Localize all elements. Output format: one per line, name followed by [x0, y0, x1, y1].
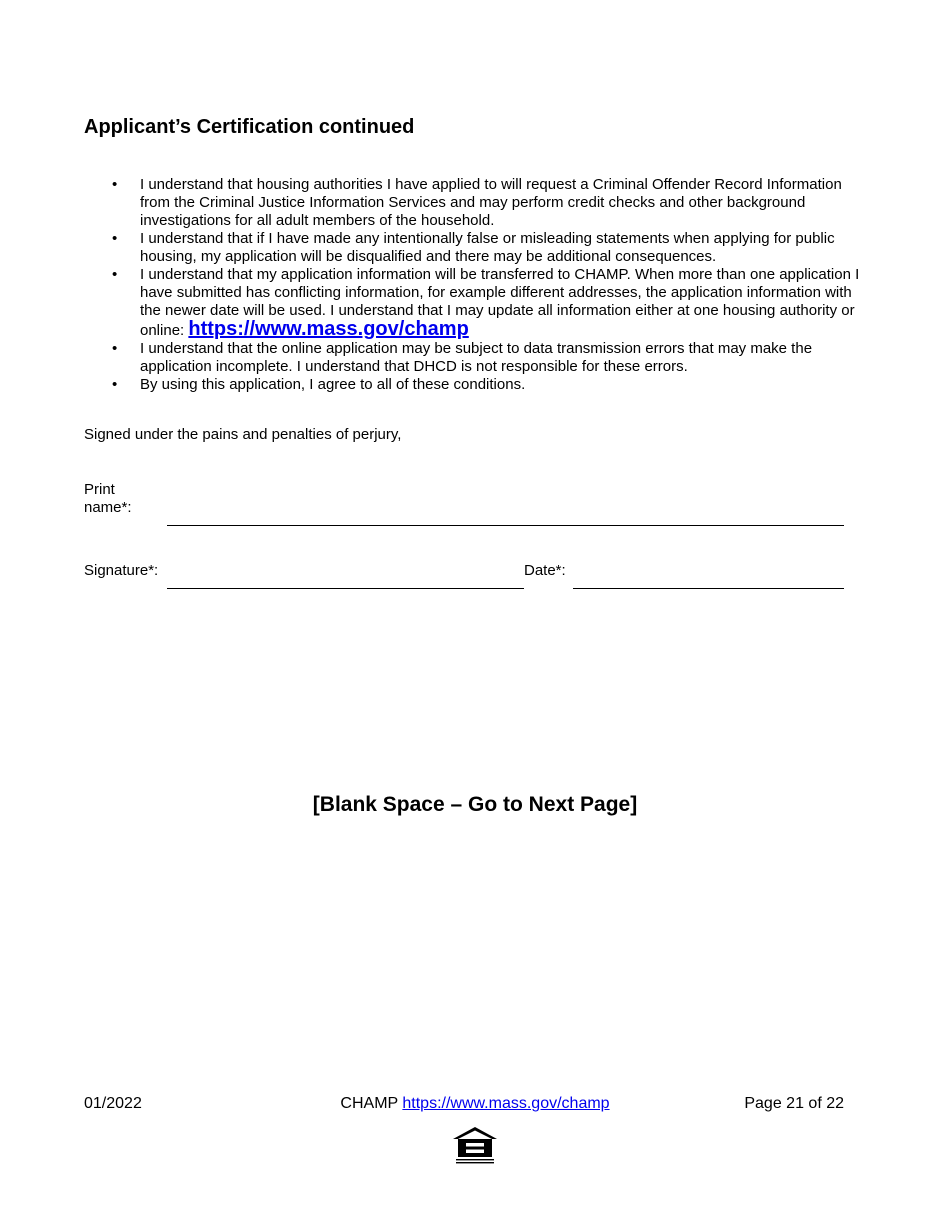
print-name-label: Print name*: [84, 481, 132, 516]
blank-space-notice: [Blank Space – Go to Next Page] [312, 793, 638, 816]
list-item [84, 266, 874, 340]
bullet-text: I understand that the online application may be subject to data transmission errors that may make the application incomplete. I understand that DHCD is not responsible for these errors. [140, 340, 813, 375]
date-field[interactable] [573, 588, 844, 589]
list-item [84, 376, 874, 394]
print-name-field[interactable] [167, 525, 844, 526]
bullet-text: I understand that if I have made any intentionally false or misleading statements when applying for public housing, my application will be disqualified and there may be additional consequences. [140, 230, 835, 265]
date-label: Date*: [524, 562, 566, 579]
signature-field[interactable] [167, 588, 524, 589]
house-body [458, 1139, 492, 1157]
list-item [84, 340, 874, 376]
logo-caption-bar-1 [456, 1159, 494, 1160]
equal-housing-opportunity-icon [451, 1126, 499, 1166]
champ-link[interactable]: https://www.mass.gov/champ [188, 318, 469, 340]
signature-label: Signature*: [84, 562, 159, 579]
list-item [84, 230, 874, 266]
footer-date: 01/2022 [84, 1095, 142, 1112]
equal-sign-bottom [466, 1150, 484, 1154]
page-heading: Applicant’s Certification continued [84, 116, 415, 138]
certification-list [84, 176, 874, 394]
bullet-text: I understand that my application information will be transferred to CHAMP. When more than one application I have submitted has conflicting information, for example different addresses, the application information with the newer date will be used. I understand that I may update all information either at one housing authority or online: [140, 266, 860, 339]
footer-page-number: Page 21 of 22 [744, 1095, 844, 1112]
footer-url-link[interactable]: https://www.mass.gov/champ [402, 1095, 610, 1112]
footer-program-name: CHAMP [340, 1095, 398, 1112]
bullet-text: I understand that housing authorities I have applied to will request a Criminal Offender Record Information from the Criminal Justice Information Services and may perform credit checks and other background investigations for all adult members of the household. [140, 176, 842, 229]
house-roof [453, 1127, 497, 1139]
bullet-text: By using this application, I agree to all of these conditions. [140, 376, 526, 393]
equal-sign-top [466, 1143, 484, 1147]
logo-caption-bar-2 [456, 1162, 494, 1163]
list-item [84, 176, 874, 230]
perjury-statement: Signed under the pains and penalties of perjury, [84, 426, 402, 443]
